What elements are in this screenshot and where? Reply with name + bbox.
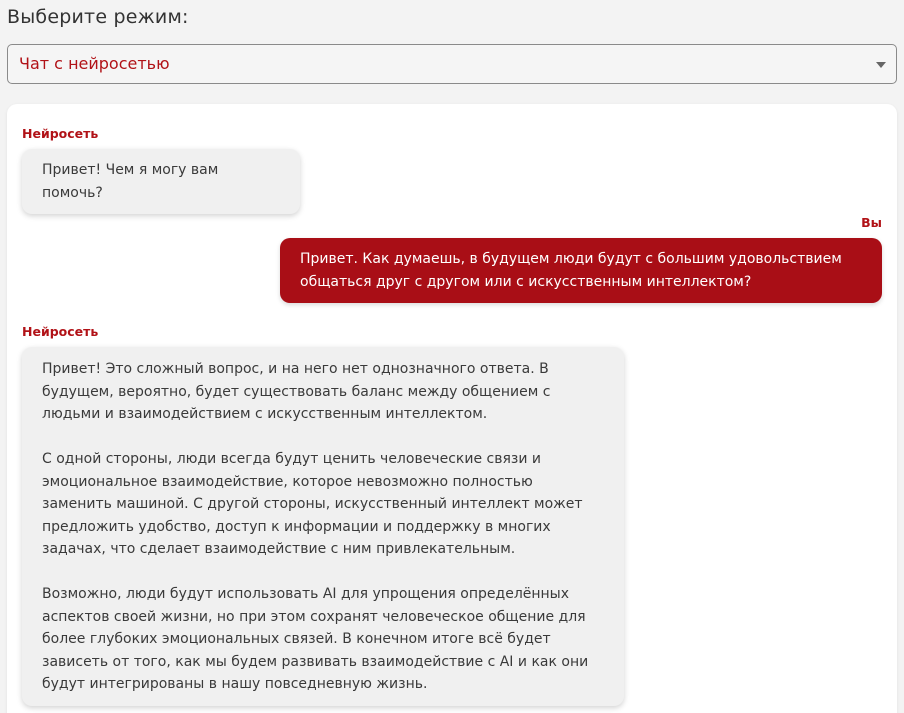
bot-message-bubble: [22, 149, 300, 214]
user-message-bubble: [280, 238, 882, 303]
message-sender: Нейросеть: [22, 324, 99, 339]
message-sender: Нейросеть: [22, 126, 99, 141]
message-text: Привет! Чем я могу вам помочь?: [42, 162, 219, 201]
message-sender: Вы: [861, 215, 882, 230]
mode-label: Выберите режим:: [7, 6, 189, 28]
mode-select[interactable]: [7, 44, 897, 84]
message-text: Привет. Как думаешь, в будущем люди будут с большим удовольствием общаться друг с другом или с искусственным интеллектом?: [300, 251, 842, 290]
message-paragraph: С одной стороны, люди всегда будут ценить человеческие связи и эмоциональное взаимодействие, которое невозможно полностью заменить машиной. С другой стороны, искусственный интеллект может предложить удобство, доступ к информации и поддержку в многих задачах, что сделает взаимодействие с ним привлекательным.: [42, 451, 583, 557]
chat-panel: [7, 104, 897, 713]
message-paragraph: Возможно, люди будут использовать AI для упрощения определённых аспектов своей жизни, но при этом сохранят человеческое общение для более глубоких эмоциональных связей. В конечном итоге всё будет зависеть от того, как мы будем развивать взаимодействие с AI и как они будут интегрированы в нашу повседневную жизнь.: [42, 586, 589, 692]
mode-select-value: Чат с нейросетью: [19, 54, 170, 73]
bot-message-bubble: [22, 347, 624, 706]
message-paragraph: Привет! Это сложный вопрос, и на него нет однозначного ответа. В будущем, вероятно, будет существовать баланс между общением с людьми и взаимодействием с искусственным интеллектом.: [42, 361, 551, 422]
chevron-down-icon[interactable]: [876, 62, 886, 68]
